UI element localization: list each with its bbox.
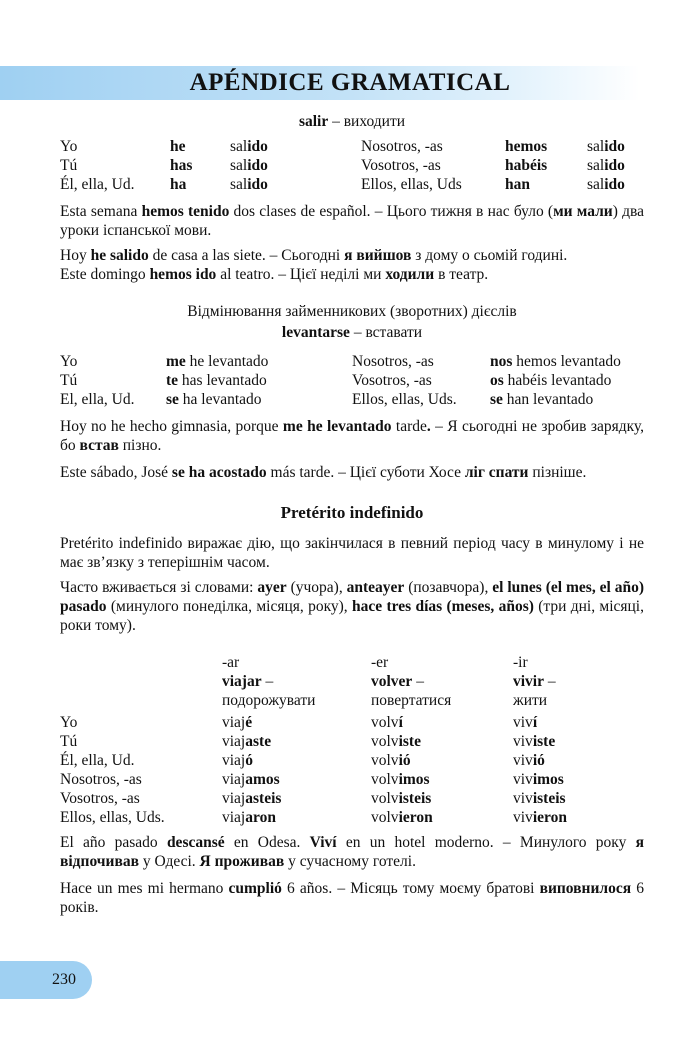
salir-title: salir – виходити xyxy=(298,113,406,130)
levantarse-title: levantarse – вставати xyxy=(281,324,423,341)
preterito-description: Pretérito indefinido виражає дію, що закінчилася в певний період часу в минулому і не має зв’язку з теперішнім часом. xyxy=(60,535,644,571)
preterito-heading: Pretérito indefinido xyxy=(280,503,424,522)
page-content xyxy=(60,112,644,917)
page-number: 230 xyxy=(52,971,76,988)
example-paragraph: Hace un mes mi hermano cumplió 6 años. – Місяць тому моєму братові виповнилося 6 років. xyxy=(60,880,644,916)
example-paragraph: Esta semana hemos tenido dos clases de español. – Цього тижня в нас було (ми мали) два уроки іспанської мови. xyxy=(60,203,644,239)
example-paragraph: Hoy he salido de casa a las siete. – Сьогодні я вийшов з дому о сьомій годині. Este domingo hemos ido al teatro. – Цієї неділі ми ходили в театр. xyxy=(60,247,568,283)
page-title: APÉNDICE GRAMATICAL xyxy=(189,69,511,96)
levantarse-conjugation-table: Yo me he levantado Nosotros, -as nos hemos levantado Tú te has levantado Vosotros, -as os habéis levantado El, ella, Ud. se ha levantado Ellos, ellas, Uds. se han levantado xyxy=(60,353,621,408)
page-number-tab xyxy=(0,961,92,999)
preterito-usage: Часто вживається зі словами: ayer (учора), anteayer (позавчора), el lunes (el mes, el año) pasado (минулого понеділка, місяця, року), hace tres días (meses, años) (три дні, місяці, роки тому). xyxy=(60,579,644,634)
example-paragraph: El año pasado descansé en Odesa. Viví en un hotel moderno. – Минулого року я відпочивав у Одесі. Я проживав у сучасному готелі. xyxy=(60,834,644,870)
reflexive-section-title: Відмінювання займенникових (зворотних) дієслів xyxy=(187,303,517,320)
example-paragraph: Este sábado, José se ha acostado más tarde. – Цієї суботи Хосе ліг спати пізніше. xyxy=(60,464,587,481)
example-paragraph: Hoy no he hecho gimnasia, porque me he levantado tarde. – Я сьогодні не зробив зарядку, бо встав пізно. xyxy=(60,418,644,454)
salir-conjugation-table: Yo he salido Nosotros, -as hemos salido Tú has salido Vosotros, -as habéis salido Él, ella, Ud. ha salido Ellos, ellas, Uds han salido xyxy=(60,138,625,193)
preterito-conjugation-table: -ar -er -ir viajar – volver – vivir – подорожувати повертатися жити Yo viajé volví viví Tú viajaste volviste viviste Él, ella, Ud. viajó volvió vivió Nosotros, -as viajamos volvimos vivimos Vosotros, -as viajasteis volvisteis vivisteis Ellos, ellas, Uds. viajaron volvieron vivieron xyxy=(60,654,567,826)
